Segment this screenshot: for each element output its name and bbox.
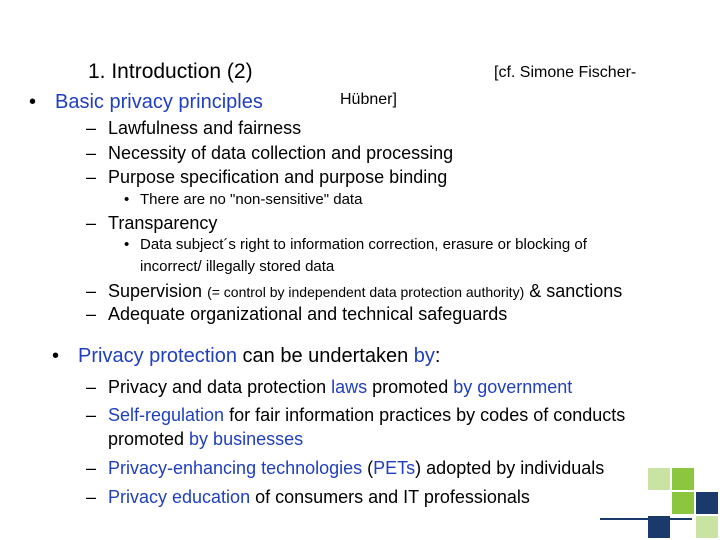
supervision-sanctions: & sanctions <box>529 281 623 301</box>
bullet-icon: • <box>124 236 130 253</box>
dash-icon: – <box>86 377 97 397</box>
measure-education-text: of consumers and IT professionals <box>250 487 530 507</box>
deco-square-light <box>648 468 670 490</box>
section1-heading: Basic privacy principles <box>55 91 263 113</box>
dash-icon: – <box>86 458 97 478</box>
principle-safeguards: Adequate organizational and technical safeguards <box>108 304 508 324</box>
transparency-subpoint-line1: Data subject´s right to information correction, erasure or blocking of <box>140 236 587 253</box>
measure-pets-acronym: PETs <box>373 458 416 478</box>
deco-square-light-2 <box>696 516 718 538</box>
dash-icon: – <box>86 405 97 425</box>
slide-title: 1. Introduction (2) <box>88 60 253 83</box>
transparency-subpoint-line2: incorrect/ illegally stored data <box>140 258 335 275</box>
measure-laws-text-a: Privacy and data protection <box>108 377 332 397</box>
measure-pets-text: ) adopted by individuals <box>415 458 605 478</box>
principle-lawfulness: Lawfulness and fairness <box>108 118 302 138</box>
purpose-subpoint: There are no "non-sensitive" data <box>140 191 363 208</box>
measure-laws-actor: by government <box>453 377 573 397</box>
deco-square-navy <box>696 492 718 514</box>
principle-supervision: Supervision <box>108 281 203 301</box>
deco-line <box>600 518 692 520</box>
measure-selfreg-actor: by businesses <box>189 429 304 449</box>
section2-heading-privacy-protection: Privacy protection <box>78 345 237 367</box>
measure-pets-paren-open: ( <box>362 458 374 478</box>
measure-selfreg-text: for fair information practices by codes of conducts <box>224 405 626 425</box>
principle-purpose: Purpose specification and purpose binding <box>108 167 448 187</box>
dash-icon: – <box>86 167 97 187</box>
section2-heading-middle: can be undertaken <box>236 345 414 367</box>
bullet-icon: • <box>124 191 130 208</box>
bullet-icon: • <box>29 91 37 113</box>
bullet-icon: • <box>52 345 60 367</box>
measure-laws-keyword: laws <box>331 377 368 397</box>
principle-transparency: Transparency <box>108 213 218 233</box>
measure-selfreg-keyword: Self-regulation <box>108 405 225 425</box>
principle-necessity: Necessity of data collection and processing <box>108 143 454 163</box>
dash-icon: – <box>86 487 97 507</box>
deco-square-green <box>672 468 694 490</box>
dash-icon: – <box>86 281 97 301</box>
citation-line-1: [cf. Simone Fischer- <box>494 64 637 81</box>
section2-heading-colon: : <box>434 345 441 367</box>
section2-heading-by: by <box>413 345 435 367</box>
dash-icon: – <box>86 143 97 163</box>
measure-selfreg-text-line2: promoted <box>108 429 190 449</box>
dash-icon: – <box>86 213 97 233</box>
dash-icon: – <box>86 304 97 324</box>
deco-square-green-2 <box>672 492 694 514</box>
measure-education-keyword: Privacy education <box>108 487 251 507</box>
citation-line-2: Hübner] <box>340 91 397 108</box>
dash-icon: – <box>86 118 97 138</box>
measure-pets-keyword: Privacy-enhancing technologies <box>108 458 363 478</box>
measure-laws-text-c: promoted <box>367 377 454 397</box>
supervision-note: (= control by independent data protection authority) <box>207 284 525 300</box>
